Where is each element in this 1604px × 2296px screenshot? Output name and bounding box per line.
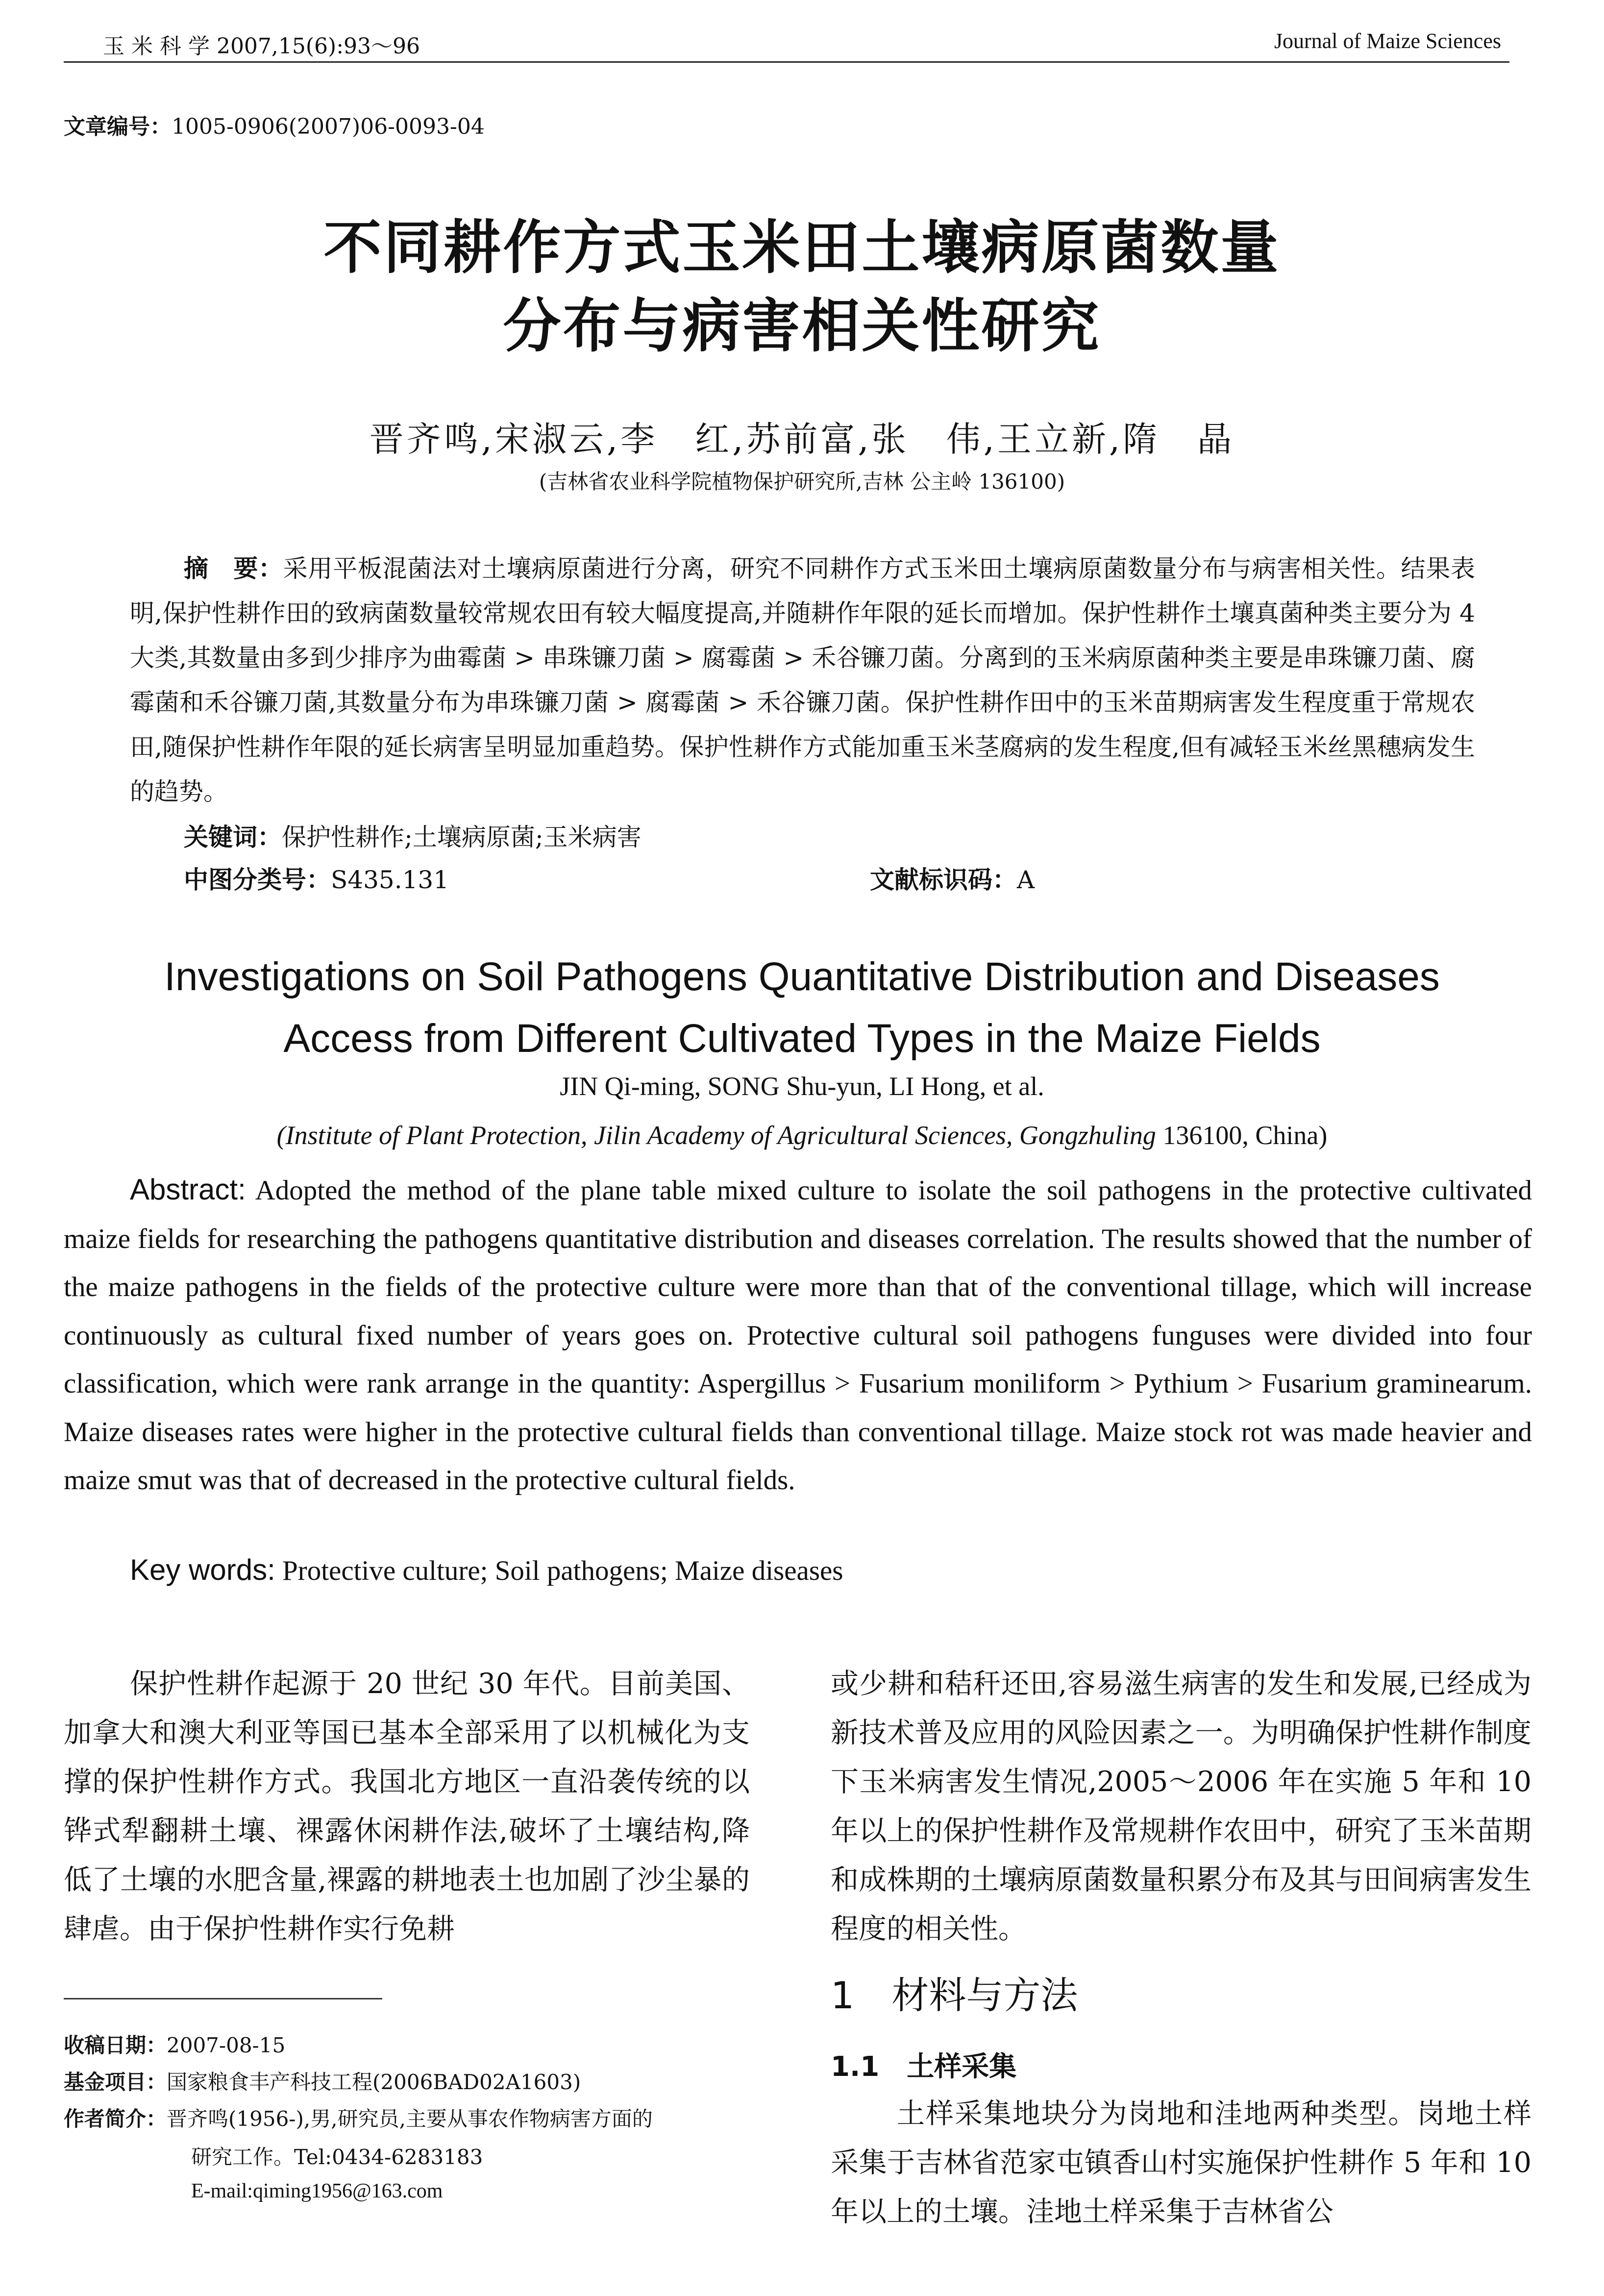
affiliation-cn: (吉林省农业科学院植物保护研究所,吉林 公主岭 136100) bbox=[539, 470, 1065, 494]
doc-code-label: 文献标识码： bbox=[870, 866, 1017, 894]
authors-cn: 晋齐鸣,宋淑云,李 红,苏前富,张 伟,王立新,隋 晶 bbox=[369, 419, 1235, 459]
footnote-received bbox=[64, 2029, 285, 2059]
abstract-en-text: Adopted the method of the plane table mixed culture to isolate the soil pathogens in the protective cultivated maize fields for researching the pathogens quantitative distribution and diseases correlation. The results showed that the number of the maize pathogens in the fields of the protective culture were more than that of the conventional tillage, which will increase continuously as cultural fixed number of years goes on. Protective cultural soil pathogens funguses were divided into four classification, which were rank arrange in the quantity: Aspergillus > Fusarium moniliform > Pythium > Fusarium graminearum. Maize diseases rates were higher in the protective cultural fields than conventional tillage. Maize stock rot was made heavier and maize smut was that of decreased in the protective cultural fields. bbox=[64, 1175, 1532, 1496]
section-heading-1: 1 材料与方法 bbox=[831, 1973, 1078, 2017]
running-header-right: Journal of Maize Sciences bbox=[1274, 29, 1501, 53]
footnote-fund-value: 国家粮食丰产科技工程(2006BAD02A1603) bbox=[167, 2070, 581, 2094]
section-heading-1-1: 1.1 土样采集 bbox=[831, 2051, 1017, 2083]
keywords-en-text: Protective culture; Soil pathogens; Maize diseases bbox=[275, 1555, 843, 1586]
footnote-author bbox=[64, 2103, 653, 2132]
abstract-en bbox=[64, 1166, 1532, 1505]
doc-code bbox=[870, 860, 1035, 896]
body-left-column: 保护性耕作起源于 20 世纪 30 年代。目前美国、加拿大和澳大利亚等国已基本全部采用了以机械化为支撑的保护性耕作方式。我国北方地区一直沿袭传统的以铧式犁翻耕土壤、裸露休闲耕作法,破坏了土壤结构,降低了土壤的水肥含量,裸露的耕地表土也加剧了沙尘暴的肆虐。由于保护性耕作实行免耕 bbox=[64, 1668, 750, 1945]
title-en bbox=[0, 946, 1604, 1070]
keywords-en-label: Key words: bbox=[130, 1553, 275, 1586]
clc-label: 中图分类号： bbox=[184, 866, 331, 894]
keywords-en bbox=[130, 1553, 843, 1587]
keywords-cn-text: 保护性耕作;土壤病原菌;玉米病害 bbox=[282, 823, 642, 851]
abstract-cn bbox=[130, 547, 1475, 814]
abstract-en-label: Abstract: bbox=[130, 1173, 246, 1206]
affiliation-en-rest: 136100, China) bbox=[1156, 1121, 1328, 1150]
doc-code-value: A bbox=[1017, 866, 1035, 894]
footnote-fund-label: 基金项目： bbox=[64, 2070, 167, 2094]
body-right-column-2: 土样采集地块分为岗地和洼地两种类型。岗地土样采集于吉林省范家屯镇香山村实施保护性耕作 5 年和 10 年以上的土壤。洼地土样采集于吉林省公 bbox=[831, 2097, 1531, 2228]
affiliation-en bbox=[0, 1120, 1604, 1150]
footnote-author-cont: 研究工作。Tel:0434-6283183 bbox=[191, 2145, 483, 2169]
abstract-cn-label: 摘 要： bbox=[184, 554, 283, 583]
footnote-received-label: 收稿日期： bbox=[64, 2033, 167, 2057]
footnote-fund bbox=[64, 2066, 581, 2096]
affiliation-en-italic: (Institute of Plant Protection, Jilin Academy of Agricultural Sciences, Gongzhuling bbox=[276, 1121, 1156, 1150]
keywords-cn bbox=[184, 818, 642, 853]
footnote-rule bbox=[64, 1998, 382, 1999]
running-header-left: 玉 米 科 学 2007,15(6):93～96 bbox=[103, 34, 420, 59]
body-right-column: 或少耕和秸秆还田,容易滋生病害的发生和发展,已经成为新技术普及应用的风险因素之一。为明确保护性耕作制度下玉米病害发生情况,2005～2006 年在实施 5 年和 10 年以上的保护性耕作及常规耕作农田中，研究了玉米苗期和成株期的土壤病原菌数量积累分布及其与田间病害发生程度的相关性。 bbox=[831, 1668, 1531, 1945]
authors-en: JIN Qi-ming, SONG Shu-yun, LI Hong, et al. bbox=[560, 1072, 1044, 1101]
article-number-value: 1005-0906(2007)06-0093-04 bbox=[172, 114, 485, 139]
keywords-cn-label: 关键词： bbox=[184, 823, 282, 851]
footnote-author-label: 作者简介： bbox=[64, 2107, 167, 2131]
footnote-author-value: 晋齐鸣(1956-),男,研究员,主要从事农作物病害方面的 bbox=[167, 2107, 653, 2131]
header-rule bbox=[64, 61, 1509, 63]
title-en-line1: Investigations on Soil Pathogens Quantitative Distribution and Diseases bbox=[164, 954, 1440, 999]
article-number bbox=[64, 109, 485, 140]
title-cn-line2: 分布与病害相关性研究 bbox=[503, 292, 1101, 360]
article-number-label: 文章编号： bbox=[64, 114, 172, 139]
title-cn-line1: 不同耕作方式玉米田土壤病原菌数量 bbox=[323, 214, 1281, 281]
abstract-cn-text: 采用平板混菌法对土壤病原菌进行分离，研究不同耕作方式玉米田土壤病原菌数量分布与病害相关性。结果表明,保护性耕作田的致病菌数量较常规农田有较大幅度提高,并随耕作年限的延长而增加。保护性耕作土壤真菌种类主要分为 4 大类,其数量由多到少排序为曲霉菌 > 串珠镰刀菌 > 腐霉菌 > 禾谷镰刀菌。分离到的玉米病原菌种类主要是串珠镰刀菌、腐霉菌和禾谷镰刀菌,其数量分布为串珠镰刀菌 > 腐霉菌 > 禾谷镰刀菌。保护性耕作田中的玉米苗期病害发生程度重于常规农田,随保护性耕作年限的延长病害呈明显加重趋势。保护性耕作方式能加重玉米茎腐病的发生程度,但有减轻玉米丝黑穗病发生的趋势。 bbox=[130, 554, 1476, 806]
clc-value: S435.131 bbox=[331, 866, 449, 894]
clc-number bbox=[184, 860, 449, 896]
footnote-received-value: 2007-08-15 bbox=[167, 2033, 286, 2057]
title-en-line2: Access from Different Cultivated Types in the Maize Fields bbox=[283, 1016, 1321, 1061]
footnote-email: E-mail:qiming1956@163.com bbox=[191, 2180, 443, 2202]
